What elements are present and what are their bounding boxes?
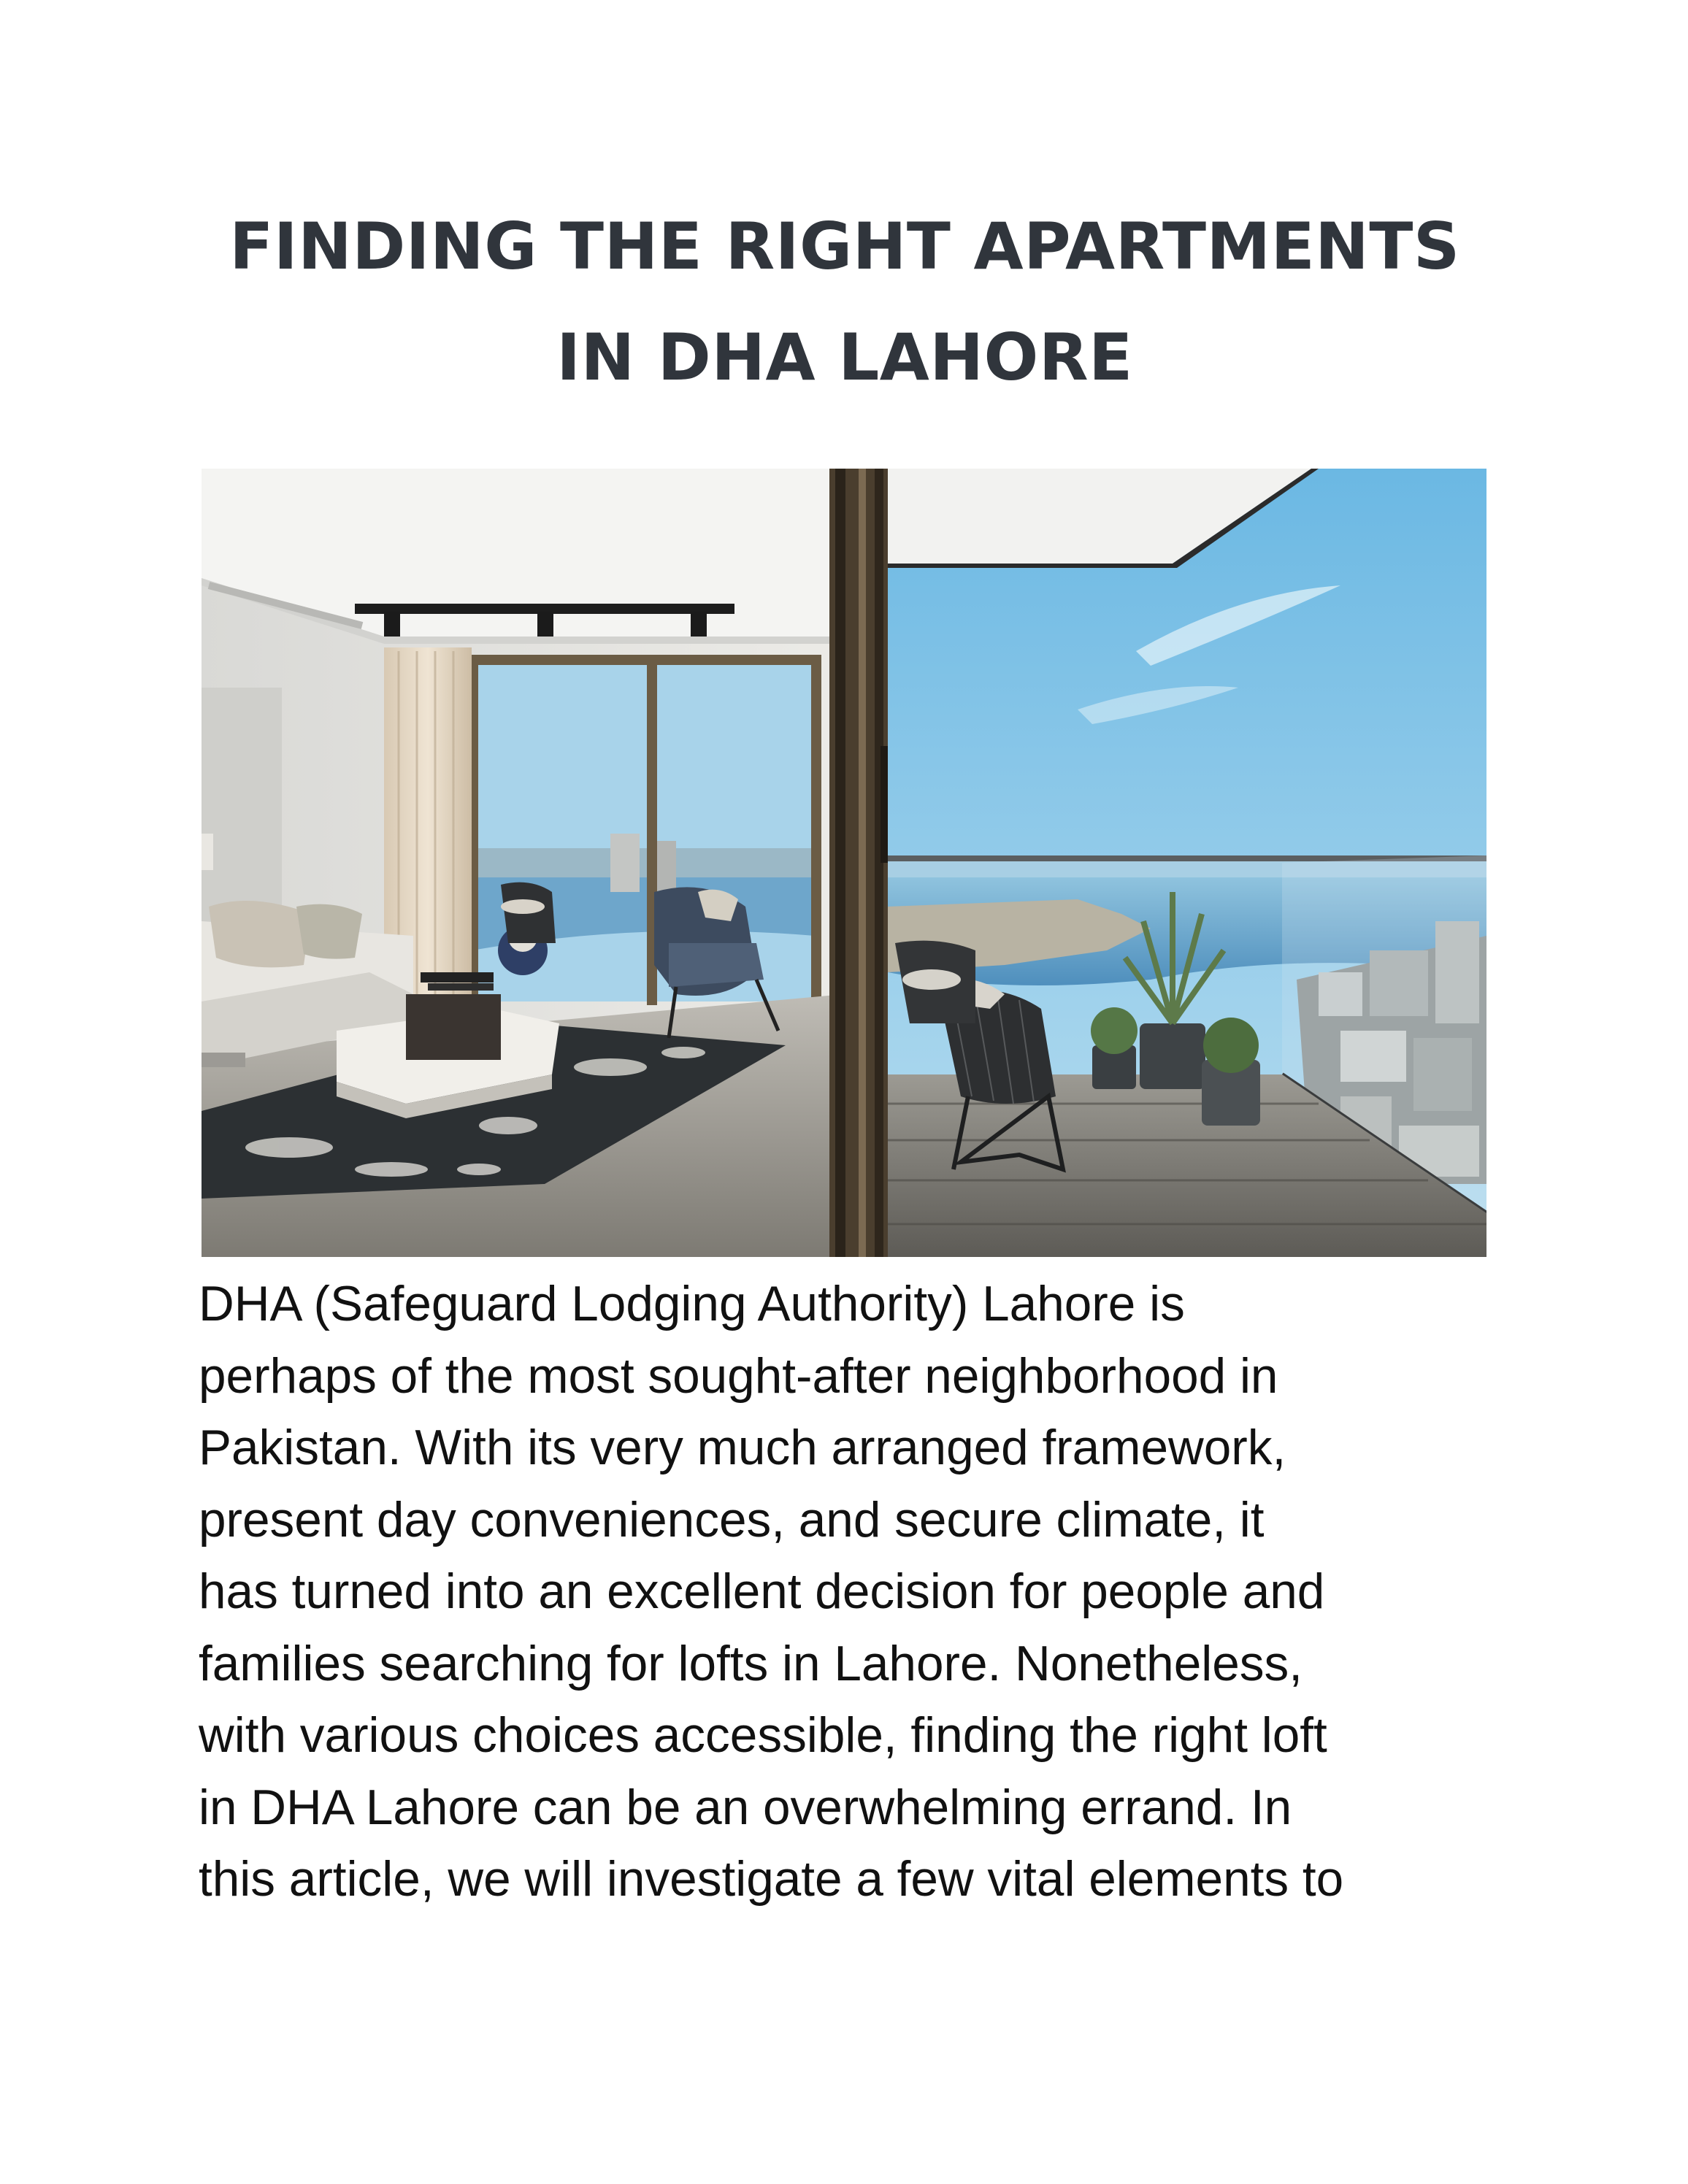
body-line: families searching for lofts in Lahore. Nonetheless, bbox=[199, 1636, 1303, 1691]
body-line: has turned into an excellent decision for people and bbox=[199, 1564, 1325, 1619]
body-line: perhaps of the most sought-after neighborhood in bbox=[199, 1348, 1278, 1404]
page-title bbox=[199, 191, 1491, 413]
body-line: this article, we will investigate a few vital elements to bbox=[199, 1852, 1344, 1907]
body-line: DHA (Safeguard Lodging Authority) Lahore is bbox=[199, 1277, 1185, 1331]
body-line: with various choices accessible, finding the right loft bbox=[199, 1708, 1327, 1763]
title-line: FINDING THE RIGHT APARTMENTS bbox=[229, 209, 1460, 284]
body-line: Pakistan. With its very much arranged framework, bbox=[199, 1420, 1286, 1475]
title-line: IN DHA LAHORE bbox=[556, 320, 1133, 395]
body-line: present day conveniences, and secure climate, it bbox=[199, 1492, 1265, 1547]
article-intro-paragraph bbox=[199, 1269, 1513, 1916]
apartment-balcony-photo bbox=[202, 469, 1486, 1257]
body-line: in DHA Lahore can be an overwhelming errand. In bbox=[199, 1780, 1292, 1835]
